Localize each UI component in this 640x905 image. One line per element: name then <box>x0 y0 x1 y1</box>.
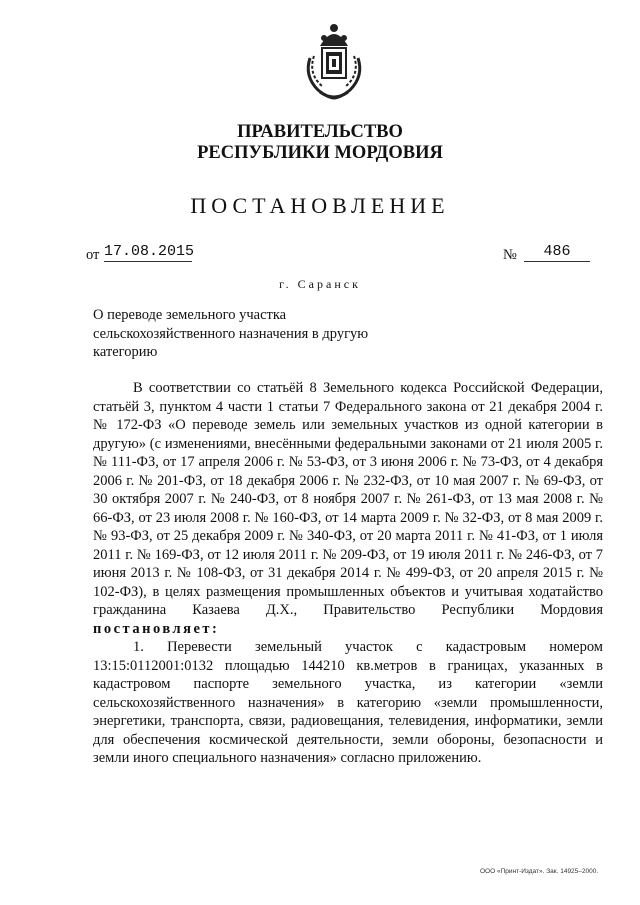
number-label: № <box>503 247 517 263</box>
resolves-keyword: постановляет: <box>93 620 220 637</box>
coat-of-arms-icon <box>298 18 370 102</box>
date-label: от <box>86 247 100 263</box>
city-name: г. Саранск <box>279 277 361 291</box>
preamble-text: В соответствии со статьёй 8 Земельного кодекса Российской Федерации, статьёй 3, пунктом 4 части 1 статьи 7 Федерального закона от 21 декабря 2004 г. № 172-ФЗ «О переводе земель или земельных участков из одной категории в другую» (с изменениями, внесёнными федеральными законами от 21 июля 2005 г. № 111-ФЗ, от 17 апреля 2006 г. № 53-ФЗ, от 3 июня 2006 г. № 73-ФЗ, от 4 декабря 2006 г. № 201-ФЗ, от 18 декабря 2006 г. № 232-ФЗ, от 10 мая 2007 г. № 69-ФЗ, от 30 октября 2007 г. № 240-ФЗ, от 8 ноября 2007 г. № 261-ФЗ, от 13 мая 2008 г. № 66-ФЗ, от 23 июля 2008 г. № 160-ФЗ, от 14 марта 2009 г. № 32-ФЗ, от 8 мая 2009 г. № 93-ФЗ, от 25 декабря 2009 г. № 340-ФЗ, от 20 марта 2011 г. № 41-ФЗ, от 1 июля 2011 г. № 169-ФЗ, от 12 июля 2011 г. № 209-ФЗ, от 19 июля 2011 г. № 246-ФЗ, от 7 июня 2013 г. № 108-ФЗ, от 31 декабря 2014 г. № 499-ФЗ, от 20 апреля 2015 г. № 102-ФЗ), в целях размещения промышленных объектов и учитывая ходатайство гражданина Казаева Д.Х., Правительство Республики Мордовия <box>93 380 603 618</box>
printer-footer: ООО «Принт-Издат». Зак. 14925–2000. <box>480 868 599 875</box>
item-1-paragraph: 1. Перевести земельный участок с кадастровым номером 13:15:0112001:0132 площадью 144210 кв.метров в границах, указанных в кадастровом паспорте земельного участка, из категории «земли сельскохозяйственного назначения» в категорию «земли промышленности, энергетики, транспорта, связи, радиовещания, телевидения, информатики, земли для обеспечения космической деятельности, земли обороны, безопасности и земли иного специального назначения» согласно приложению. <box>93 639 603 766</box>
preamble-paragraph <box>93 379 603 638</box>
government-name-line1: ПРАВИТЕЛЬСТВО <box>237 122 403 142</box>
document-type-title: ПОСТАНОВЛЕНИЕ <box>190 193 450 218</box>
government-name-line2: РЕСПУБЛИКИ МОРДОВИЯ <box>197 143 443 163</box>
document-number: 486 <box>524 243 590 262</box>
document-body <box>93 379 603 768</box>
document-subject: О переводе земельного участка сельскохозяйственного назначения в другую категорию <box>93 307 369 360</box>
document-date: 17.08.2015 <box>104 243 195 260</box>
